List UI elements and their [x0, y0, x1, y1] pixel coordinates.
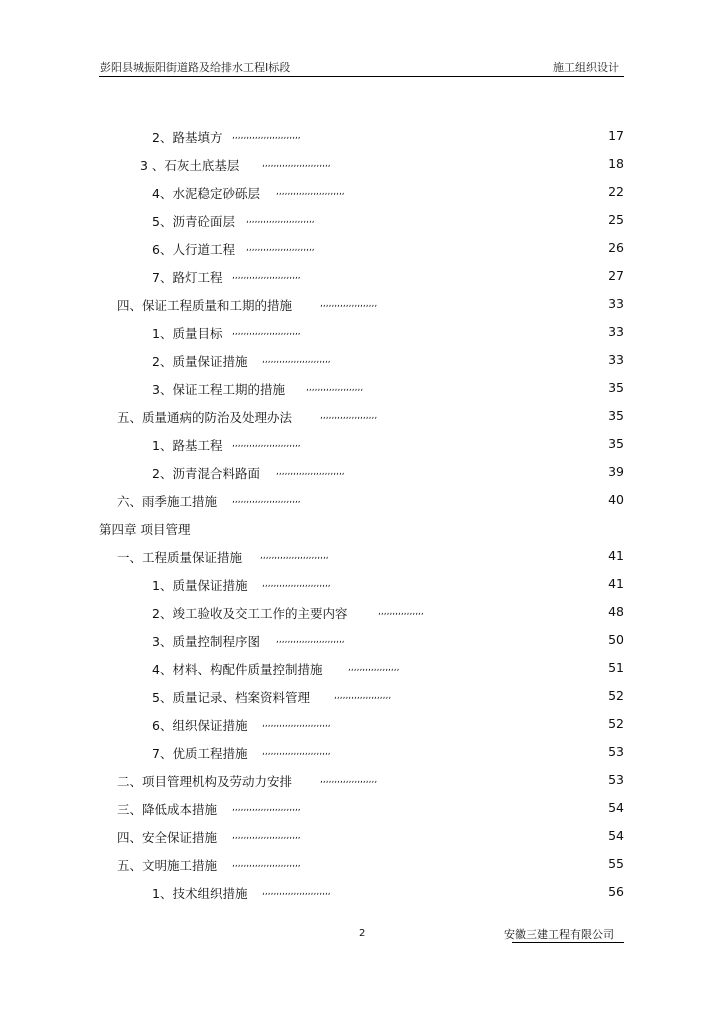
toc-leader-dots: ,,,,,,,,,,,,,,,,,,,,,,,,: [232, 803, 301, 813]
toc-page-number: 53: [608, 744, 624, 759]
toc-entry-title: 6、人行道工程: [152, 242, 235, 257]
toc-leader-dots: ,,,,,,,,,,,,,,,,,,,,: [334, 691, 392, 701]
toc-page-number: 26: [608, 240, 624, 255]
toc-leader-dots: ,,,,,,,,,,,,,,,,,,,,,,,,: [232, 131, 301, 141]
footer-rule: [512, 942, 624, 943]
toc-page-number: 18: [608, 156, 624, 171]
toc-page-number: 55: [608, 856, 624, 871]
toc-page-number: 41: [608, 548, 624, 563]
toc-entry-title: 2、竣工验收及交工工作的主要内容: [152, 606, 348, 621]
toc-entry[interactable]: [0, 240, 724, 260]
toc-entry-title: 2、质量保证措施: [152, 354, 248, 369]
toc-entry-title: 五、文明施工措施: [117, 858, 218, 873]
toc-entry[interactable]: [0, 744, 724, 764]
toc-leader-dots: ,,,,,,,,,,,,,,,,,,,,,,,,: [246, 215, 315, 225]
toc-leader-dots: ,,,,,,,,,,,,,,,,,,,,,,,,: [232, 859, 301, 869]
toc-entry[interactable]: [0, 632, 724, 652]
toc-entry-title: 5、沥青砼面层: [152, 214, 235, 229]
toc-leader-dots: ,,,,,,,,,,,,,,,,,,,,,,,,: [232, 271, 301, 281]
toc-entry-title: 1、质量目标: [152, 326, 223, 341]
toc-entry-title: 一、工程质量保证措施: [117, 550, 243, 565]
toc-entry[interactable]: [0, 856, 724, 876]
footer-company: 安徽三建工程有限公司: [504, 928, 614, 941]
toc-entry[interactable]: [0, 464, 724, 484]
toc-entry-title: 1、路基工程: [152, 438, 223, 453]
toc-leader-dots: ,,,,,,,,,,,,,,,,,,,,: [306, 383, 364, 393]
toc-leader-dots: ,,,,,,,,,,,,,,,,,,,,,,,,: [276, 187, 345, 197]
toc-entry[interactable]: [0, 184, 724, 204]
toc-entry-title: 3 、石灰土底基层: [140, 158, 240, 173]
toc-entry[interactable]: [0, 436, 724, 456]
toc-page-number: 54: [608, 828, 624, 843]
toc-entry-title: 2、沥青混合料路面: [152, 466, 260, 481]
toc-leader-dots: ,,,,,,,,,,,,,,,,,,,,,,,,: [232, 495, 301, 505]
toc-entry[interactable]: [0, 660, 724, 680]
toc-page-number: 35: [608, 408, 624, 423]
toc-entry[interactable]: [0, 212, 724, 232]
toc-entry[interactable]: [0, 268, 724, 288]
toc-entry-title: 7、路灯工程: [152, 270, 223, 285]
toc-page-number: 35: [608, 436, 624, 451]
toc-leader-dots: ,,,,,,,,,,,,,,,,,,,,,,,,: [262, 579, 331, 589]
toc-entry-title: 四、安全保证措施: [117, 830, 218, 845]
toc-entry-title: 三、降低成本措施: [117, 802, 218, 817]
toc-entry-title: 五、质量通病的防治及处理办法: [117, 410, 293, 425]
toc-page-number: 41: [608, 576, 624, 591]
toc-entry[interactable]: [0, 380, 724, 400]
toc-page-number: 33: [608, 296, 624, 311]
toc-entry[interactable]: [0, 324, 724, 344]
toc-leader-dots: ,,,,,,,,,,,,,,,,,,,,,,,,: [232, 439, 301, 449]
toc-entry-title: 四、保证工程质量和工期的措施: [117, 298, 293, 313]
toc-entry-title: 4、材料、构配件质量控制措施: [152, 662, 323, 677]
toc-page-number: 33: [608, 352, 624, 367]
toc-leader-dots: ,,,,,,,,,,,,,,,,,,,,,,,,: [260, 551, 329, 561]
toc-page-number: 25: [608, 212, 624, 227]
toc-entry[interactable]: [0, 408, 724, 428]
toc-entry[interactable]: [0, 604, 724, 624]
toc-page-number: 56: [608, 884, 624, 899]
toc-entry[interactable]: [0, 548, 724, 568]
toc-leader-dots: ,,,,,,,,,,,,,,,,,,,,,,,,: [232, 327, 301, 337]
toc-leader-dots: ,,,,,,,,,,,,,,,,,,,,,,,,: [262, 747, 331, 757]
toc-entry-title: 5、质量记录、档案资料管理: [152, 690, 310, 705]
toc-page-number: 40: [608, 492, 624, 507]
toc-leader-dots: ,,,,,,,,,,,,,,,,,,,,,,,,: [262, 887, 331, 897]
header-doc-type: 施工组织设计: [553, 61, 619, 74]
toc-leader-dots: ,,,,,,,,,,,,,,,,: [378, 607, 424, 617]
toc-entry[interactable]: [0, 828, 724, 848]
toc-page-number: 27: [608, 268, 624, 283]
toc-entry[interactable]: [0, 576, 724, 596]
toc-page-number: 54: [608, 800, 624, 815]
toc-entry-title: 2、路基填方: [152, 130, 223, 145]
toc-page-number: 17: [608, 128, 624, 143]
toc-entry[interactable]: [0, 772, 724, 792]
toc-leader-dots: ,,,,,,,,,,,,,,,,,,,,,,,,: [276, 635, 345, 645]
toc-entry-title: 3、保证工程工期的措施: [152, 382, 285, 397]
toc-leader-dots: ,,,,,,,,,,,,,,,,,,,,,,,,: [262, 159, 331, 169]
toc-entry[interactable]: [0, 296, 724, 316]
toc-leader-dots: ,,,,,,,,,,,,,,,,,,,,,,,,: [246, 243, 315, 253]
toc-entry[interactable]: [0, 156, 724, 176]
toc-entry[interactable]: [0, 352, 724, 372]
toc-entry-title: 二、项目管理机构及劳动力安排: [117, 774, 293, 789]
toc-leader-dots: ,,,,,,,,,,,,,,,,,,: [348, 663, 400, 673]
footer-page-number: 2: [359, 928, 366, 939]
toc-entry[interactable]: [0, 688, 724, 708]
toc-page-number: 48: [608, 604, 624, 619]
toc-page-number: 52: [608, 688, 624, 703]
toc-leader-dots: ,,,,,,,,,,,,,,,,,,,,: [320, 299, 378, 309]
toc-entry[interactable]: [0, 520, 724, 540]
toc-leader-dots: ,,,,,,,,,,,,,,,,,,,,,,,,: [232, 831, 301, 841]
toc-leader-dots: ,,,,,,,,,,,,,,,,,,,,,,,,: [276, 467, 345, 477]
toc-entry-title: 第四章 项目管理: [99, 522, 191, 537]
toc-page-number: 35: [608, 380, 624, 395]
toc-entry[interactable]: [0, 492, 724, 512]
toc-leader-dots: ,,,,,,,,,,,,,,,,,,,,: [320, 411, 378, 421]
toc-page-number: 50: [608, 632, 624, 647]
toc-entry-title: 6、组织保证措施: [152, 718, 248, 733]
toc-page-number: 53: [608, 772, 624, 787]
toc-entry-title: 1、质量保证措施: [152, 578, 248, 593]
toc-entry[interactable]: [0, 128, 724, 148]
toc-entry-title: 1、技术组织措施: [152, 886, 248, 901]
toc-leader-dots: ,,,,,,,,,,,,,,,,,,,,: [320, 775, 378, 785]
toc-page-number: 39: [608, 464, 624, 479]
toc-page-number: 52: [608, 716, 624, 731]
toc-page-number: 51: [608, 660, 624, 675]
toc-entry-title: 3、质量控制程序图: [152, 634, 260, 649]
toc-entry[interactable]: [0, 800, 724, 820]
toc-page-number: 22: [608, 184, 624, 199]
header-project-title: 彭阳县城振阳街道路及给排水工程Ⅰ标段: [100, 61, 291, 74]
toc-entry[interactable]: [0, 716, 724, 736]
toc-entry-title: 六、雨季施工措施: [117, 494, 218, 509]
toc-leader-dots: ,,,,,,,,,,,,,,,,,,,,,,,,: [262, 719, 331, 729]
toc-entry-title: 7、优质工程措施: [152, 746, 248, 761]
toc-leader-dots: ,,,,,,,,,,,,,,,,,,,,,,,,: [262, 355, 331, 365]
toc-entry-title: 4、水泥稳定砂砾层: [152, 186, 260, 201]
toc-entry[interactable]: [0, 884, 724, 904]
toc-page-number: 33: [608, 324, 624, 339]
